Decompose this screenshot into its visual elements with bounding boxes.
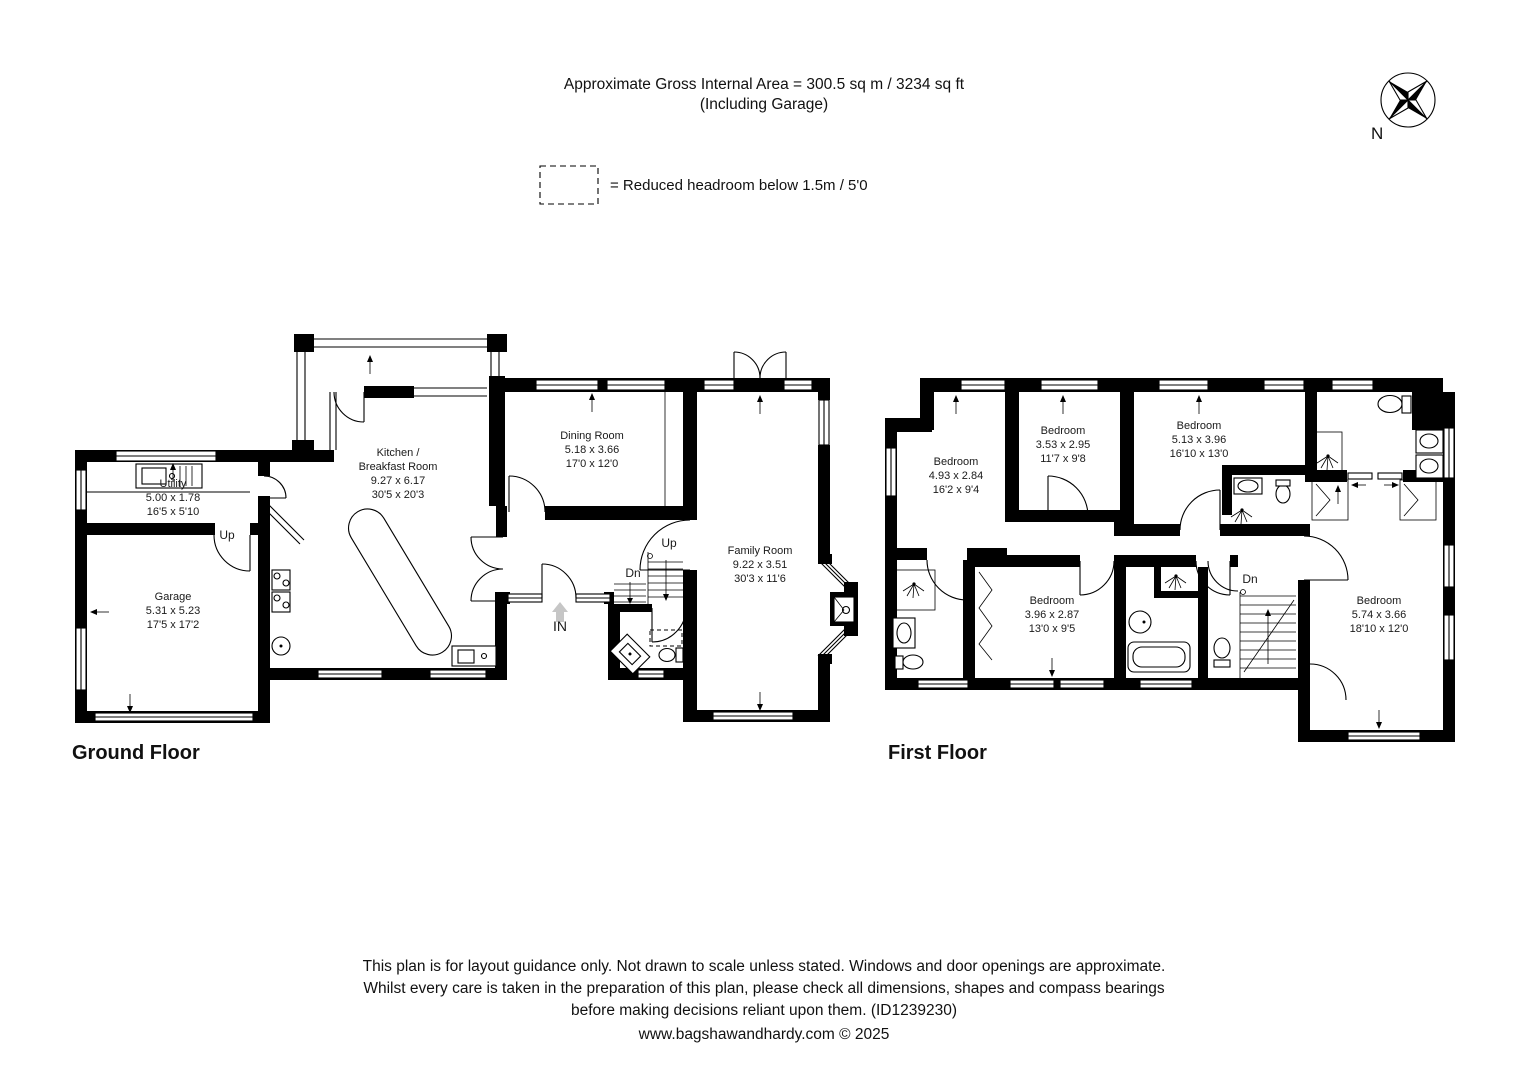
closet-accordion-doors — [979, 572, 992, 660]
wardrobes-master — [1312, 480, 1436, 520]
room-label-family: Family Room 9.22 x 3.51 30'3 x 11'6 — [727, 545, 793, 585]
stairs-up-garage-label: Up — [219, 528, 235, 542]
compass-north-label: N — [1371, 124, 1384, 143]
room-label-kitchen-breakfast: Kitchen / Breakfast Room 9.27 x 6.17 30'5 x 20'3 — [358, 447, 438, 501]
ensuite-bedroom3 — [1231, 478, 1290, 524]
stairs-dn-first — [1240, 590, 1296, 679]
room-label-bedroom-master: Bedroom 5.74 x 3.66 18'10 x 12'0 — [1349, 595, 1409, 635]
legend-reduced-headroom-box — [540, 166, 598, 204]
disclaimer-line-1: This plan is for layout guidance only. Not drawn to scale unless stated. Windows and door openings are approximate. — [362, 958, 1166, 975]
room-label-bedroom-left: Bedroom 4.93 x 2.84 16'2 x 9'4 — [928, 456, 984, 496]
windows-ground — [76, 380, 829, 721]
compass-icon — [1381, 73, 1435, 127]
bay-window-upper — [820, 558, 852, 590]
stairs-up-label: Up — [661, 536, 677, 550]
entrance-label: IN — [553, 618, 567, 634]
room-label-dining: Dining Room 5.18 x 3.66 17'0 x 12'0 — [560, 430, 624, 470]
wc-middle-toilet — [1214, 638, 1230, 667]
website-copyright: www.bagshawandhardy.com © 2025 — [638, 1026, 890, 1043]
kitchen-island — [341, 502, 458, 662]
ground-floor-title: Ground Floor — [72, 742, 200, 764]
bay-window-lower — [818, 628, 850, 660]
legend-text: = Reduced headroom below 1.5m / 5'0 — [610, 177, 868, 194]
hob-icon — [272, 570, 290, 612]
disclaimer-line-2: Whilst every care is taken in the preparation of this plan, please check all dimensions, shapes and compass bearings — [363, 980, 1165, 997]
stairs-dn-label: Dn — [625, 566, 641, 580]
fireplace-icon — [834, 597, 854, 622]
first-floor-title: First Floor — [888, 742, 987, 764]
disclaimer-line-3: before making decisions reliant upon them. (ID1239230) — [570, 1002, 958, 1019]
ground-floor-plan — [75, 334, 858, 723]
wc-toilet — [659, 648, 683, 662]
room-label-bedroom-bottom: Bedroom 3.96 x 2.87 13'0 x 9'5 — [1024, 595, 1080, 635]
page-subtitle: (Including Garage) — [699, 96, 829, 113]
stairs-dn-ground — [614, 582, 646, 604]
ensuite-left — [893, 570, 935, 669]
room-label-bedroom-top-right: Bedroom 5.13 x 3.96 16'10 x 13'0 — [1169, 420, 1229, 460]
room-label-bedroom-mid: Bedroom 3.53 x 2.95 11'7 x 9'8 — [1035, 425, 1091, 465]
kitchen-sink — [452, 646, 496, 666]
reduced-headroom-area — [650, 630, 682, 646]
page-title: Approximate Gross Internal Area = 300.5 sq m / 3234 sq ft — [563, 76, 965, 93]
room-label-utility: Utility 5.00 x 1.78 16'5 x 5'10 — [145, 478, 201, 518]
oven-icon — [272, 637, 290, 655]
stairs-dn-first-label: Dn — [1242, 572, 1258, 586]
room-label-garage: Garage 5.31 x 5.23 17'5 x 17'2 — [145, 591, 201, 631]
stairs-up-ground — [648, 552, 684, 604]
